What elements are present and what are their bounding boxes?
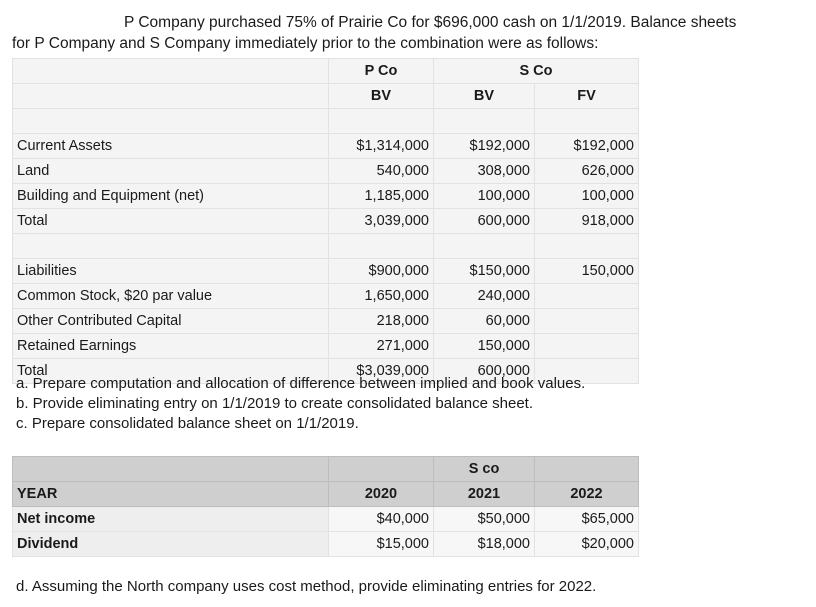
empty-cell [535, 234, 639, 259]
empty-cell [329, 109, 434, 134]
empty-cell [329, 234, 434, 259]
year-header: 2022 [535, 482, 639, 507]
cell-value: $18,000 [434, 532, 535, 557]
row-label: Common Stock, $20 par value [13, 284, 329, 309]
intro-line-1: P Company purchased 75% of Prairie Co for $696,000 cash on 1/1/2019. Balance sheets [124, 14, 737, 31]
empty-cell [535, 457, 639, 482]
cell-value: 1,185,000 [329, 184, 434, 209]
cell-value: $50,000 [434, 507, 535, 532]
table-row [13, 457, 639, 482]
cell-value: $150,000 [434, 259, 535, 284]
row-label: Retained Earnings [13, 334, 329, 359]
table-row [13, 482, 639, 507]
cell-value: 218,000 [329, 309, 434, 334]
cell-value: $900,000 [329, 259, 434, 284]
question-b: b. Provide eliminating entry on 1/1/2019 to create consolidated balance sheet. [16, 395, 534, 412]
table-row [13, 507, 639, 532]
cell-value: 308,000 [434, 159, 535, 184]
cell-value: 540,000 [329, 159, 434, 184]
cell-value: $15,000 [329, 532, 434, 557]
table-row [13, 109, 639, 134]
table-row [13, 234, 639, 259]
cell-value: 600,000 [434, 359, 535, 384]
cell-value: 271,000 [329, 334, 434, 359]
question-a: a. Prepare computation and allocation of difference between implied and book values. [16, 375, 586, 392]
table-row [13, 284, 639, 309]
column-header: BV [329, 84, 434, 109]
cell-value: 1,650,000 [329, 284, 434, 309]
row-label: Total [13, 359, 329, 384]
table-row [13, 209, 639, 234]
table-row [13, 59, 639, 84]
table-row [13, 532, 639, 557]
row-label: Total [13, 209, 329, 234]
cell-value: $40,000 [329, 507, 434, 532]
balance-sheet-table [12, 58, 639, 384]
cell-value: 3,039,000 [329, 209, 434, 234]
row-label: Building and Equipment (net) [13, 184, 329, 209]
empty-cell [535, 109, 639, 134]
company-header: P Co [329, 59, 434, 84]
table-row [13, 184, 639, 209]
column-header: BV [434, 84, 535, 109]
empty-cell [13, 234, 329, 259]
intro-text [12, 12, 812, 54]
cell-value [535, 334, 639, 359]
cell-value: $192,000 [535, 134, 639, 159]
income-dividend-table [12, 456, 639, 557]
question-c: c. Prepare consolidated balance sheet on 1/1/2019. [16, 415, 359, 432]
cell-value: 600,000 [434, 209, 535, 234]
questions-list [16, 374, 585, 434]
table-row [13, 84, 639, 109]
cell-value [535, 284, 639, 309]
row-label: Land [13, 159, 329, 184]
empty-cell [434, 234, 535, 259]
year-header: 2021 [434, 482, 535, 507]
company-header: S Co [434, 59, 639, 84]
empty-cell [13, 109, 329, 134]
cell-value: $20,000 [535, 532, 639, 557]
group-header: S co [434, 457, 535, 482]
cell-value: $65,000 [535, 507, 639, 532]
empty-cell [329, 457, 434, 482]
cell-value [535, 309, 639, 334]
table-row [13, 309, 639, 334]
table-row [13, 259, 639, 284]
row-label: Current Assets [13, 134, 329, 159]
cell-value: $3,039,000 [329, 359, 434, 384]
column-header: FV [535, 84, 639, 109]
question-d: d. Assuming the North company uses cost method, provide eliminating entries for 2022. [16, 578, 597, 595]
cell-value: 150,000 [535, 259, 639, 284]
empty-cell [434, 109, 535, 134]
year-label: YEAR [13, 482, 329, 507]
empty-cell [13, 59, 329, 84]
cell-value: 626,000 [535, 159, 639, 184]
table-row [13, 134, 639, 159]
cell-value: 100,000 [434, 184, 535, 209]
cell-value: 150,000 [434, 334, 535, 359]
year-header: 2020 [329, 482, 434, 507]
row-label: Other Contributed Capital [13, 309, 329, 334]
row-label: Liabilities [13, 259, 329, 284]
cell-value: $1,314,000 [329, 134, 434, 159]
cell-value: 240,000 [434, 284, 535, 309]
table-row [13, 159, 639, 184]
cell-value: 918,000 [535, 209, 639, 234]
row-label: Net income [13, 507, 329, 532]
empty-cell [13, 457, 329, 482]
row-label: Dividend [13, 532, 329, 557]
empty-cell [13, 84, 329, 109]
cell-value: $192,000 [434, 134, 535, 159]
cell-value: 100,000 [535, 184, 639, 209]
table-row [13, 334, 639, 359]
cell-value: 60,000 [434, 309, 535, 334]
intro-line-2: for P Company and S Company immediately prior to the combination were as follows: [12, 35, 599, 52]
